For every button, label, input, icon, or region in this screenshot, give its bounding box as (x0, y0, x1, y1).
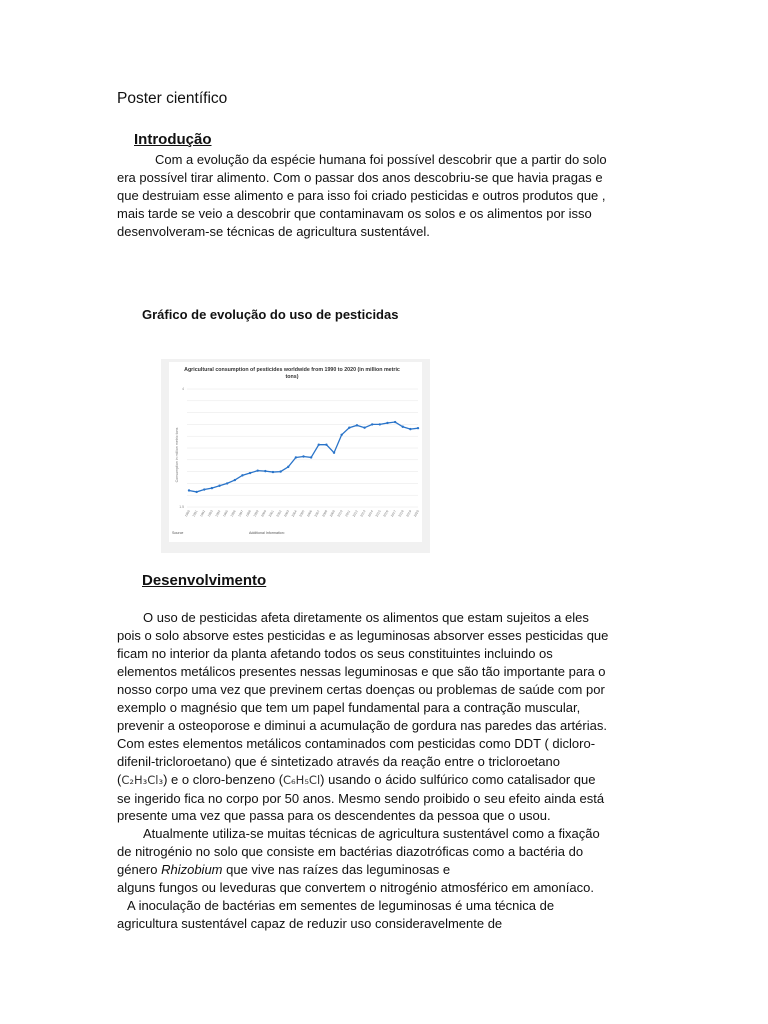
x-tick-label: 1998 (244, 509, 252, 518)
data-point (287, 466, 289, 468)
chart-title: Agricultural consumption of pesticides worldwide from 1990 to 2020 (in million metric (184, 367, 400, 373)
y-tick-label: 1.5 (179, 505, 184, 510)
x-tick-label: 1995 (222, 509, 230, 518)
intro-line: desenvolveram-se técnicas de agricultura sustentável. (117, 223, 430, 239)
intro-line: mais tarde se veio a descobrir que contaminavam os solos e os alimentos por isso (117, 205, 592, 221)
x-tick-label: 1990 (183, 509, 191, 518)
data-point (241, 474, 243, 476)
dev-line: presente uma vez que passa para os descendentes da pessoa que o usou. (117, 808, 551, 824)
dev-line: prevenir a osteoporose e diminui a acumulação de gordura nas paredes das artérias. (117, 717, 607, 733)
graph-caption: Gráfico de evolução do uso de pesticidas (142, 307, 399, 322)
x-tick-label: 1999 (252, 509, 260, 518)
data-point (279, 470, 281, 472)
dev-line: difenil-tricloroetano) que é sintetizado através da reação entre o tricloroetano (117, 753, 560, 769)
data-point (302, 455, 304, 457)
dev-line: elementos metálicos presentes nessas leguminosas e que são tão importante para o (117, 663, 606, 679)
x-tick-label: 2012 (351, 509, 359, 518)
data-point (409, 428, 411, 430)
x-tick-label: 2019 (405, 509, 413, 518)
x-tick-label: 2002 (275, 509, 283, 518)
data-point (203, 488, 205, 490)
data-point (195, 491, 197, 493)
x-tick-label: 2000 (260, 509, 268, 518)
data-point (379, 423, 381, 425)
chart-svg (161, 359, 430, 553)
data-point (386, 422, 388, 424)
intro-line: Com a evolução da espécie humana foi possível descobrir que a partir do solo (155, 152, 607, 167)
x-tick-label: 2009 (328, 509, 336, 518)
x-tick-label: 1992 (199, 509, 207, 518)
x-tick-label: 1991 (191, 509, 199, 518)
x-tick-label: 1994 (214, 509, 222, 518)
x-tick-label: 2017 (389, 509, 397, 518)
x-tick-label: 2006 (305, 509, 313, 518)
dev-heading: Desenvolvimento (142, 572, 267, 589)
data-point (356, 424, 358, 426)
dev-paragraph (117, 609, 608, 933)
dev-line: género Rhizobium que vive nas raízes das leguminosas e (117, 862, 451, 878)
y-tick-label: 4 (182, 387, 184, 392)
data-point (371, 423, 373, 425)
x-tick-label: 2014 (367, 509, 375, 518)
x-tick-label: 2001 (267, 509, 275, 518)
poster-title: Poster científico (117, 90, 228, 107)
dev-line: alguns fungos ou leveduras que convertem o nitrogénio atmosférico em amoníaco. (117, 880, 594, 896)
data-point (211, 487, 213, 489)
data-point (188, 489, 190, 491)
x-tick-label: 2013 (359, 509, 367, 518)
intro-line: era possível tirar alimento. Com o passar dos anos descobriu-se que havia pragas e (117, 169, 603, 185)
data-point (226, 482, 228, 484)
x-tick-label: 2007 (313, 509, 321, 518)
data-point (417, 427, 419, 429)
dev-line: O uso de pesticidas afeta diretamente os alimentos que estam sujeitos a eles (143, 610, 589, 625)
data-point (234, 479, 236, 481)
data-point (333, 452, 335, 454)
chem-formula-trichloroethane: C₂H₃Cl₃ (121, 772, 164, 787)
data-point (340, 434, 342, 436)
x-tick-label: 2015 (374, 509, 382, 518)
dev-line: (C₂H₃Cl₃) e o cloro-benzeno (C₆H₅Cl) usando o ácido sulfúrico como catalisador que (117, 771, 596, 787)
data-point (318, 443, 320, 445)
dev-line: se ingerido fica no corpo por 50 anos. Mesmo sendo proibido o seu efeito ainda está (117, 790, 605, 806)
x-tick-label: 2004 (290, 509, 298, 518)
data-point (295, 456, 297, 458)
dev-line: pois o solo absorve estes pesticidas e as leguminosas absorver esses pesticidas que (117, 627, 609, 643)
x-tick-label: 2018 (397, 509, 405, 518)
intro-paragraph (117, 151, 607, 241)
dev-line: A inoculação de bactérias em sementes de leguminosas é uma técnica de (127, 898, 555, 914)
x-tick-label: 2008 (321, 509, 329, 518)
data-point (264, 470, 266, 472)
data-point (348, 427, 350, 429)
x-tick-label: 1997 (237, 509, 245, 518)
data-point (272, 471, 274, 473)
species-name: Rhizobium (161, 862, 223, 878)
x-tick-label: 1996 (229, 509, 237, 518)
x-tick-label: 2020 (412, 509, 420, 518)
dev-line: Atualmente utiliza-se muitas técnicas de agricultura sustentável como a fixação (143, 826, 600, 842)
intro-heading: Introdução (134, 131, 212, 148)
x-tick-label: 1993 (206, 509, 214, 518)
dev-line: agricultura sustentável capaz de reduzir uso consideravelmente de (117, 916, 503, 932)
x-tick-label: 2003 (283, 509, 291, 518)
chart-title-cont: tons) (285, 374, 299, 380)
data-point (218, 485, 220, 487)
x-tick-label: 2011 (344, 509, 352, 518)
chem-formula-chlorobenzene: C₆H₅Cl (283, 772, 321, 787)
data-point (310, 456, 312, 458)
dev-line: nosso corpo uma vez que previnem certas doenças ou problemas de saúde com por (117, 681, 605, 697)
source-label: Source (172, 531, 184, 535)
data-point (249, 472, 251, 474)
x-tick-label: 2010 (336, 509, 344, 518)
dev-line: de nitrogénio no solo que consiste em bactérias diazotróficas como a bactéria do (117, 844, 584, 860)
dev-line: exemplo o magnésio que tem um papel fundamental para a contração muscular, (117, 699, 581, 715)
data-point (363, 427, 365, 429)
data-point (325, 443, 327, 445)
additional-info-label: Additional Information: (249, 531, 285, 535)
pesticide-chart (161, 359, 430, 553)
dev-line: Com estes elementos metálicos contaminados com pesticidas como DDT ( dicloro- (117, 735, 596, 751)
data-point (402, 426, 404, 428)
data-point (394, 421, 396, 423)
intro-line: que destruiam esse alimento e para isso foi criado pesticidas e outros produtos que , (117, 187, 606, 203)
x-tick-label: 2005 (298, 509, 306, 518)
x-tick-label: 2016 (382, 509, 390, 518)
y-axis-label: Consumption in million metric tons (175, 427, 179, 483)
data-point (257, 469, 259, 471)
dev-line: ficam no interior da planta afetando todos os seus constituintes incluindo os (117, 645, 553, 661)
